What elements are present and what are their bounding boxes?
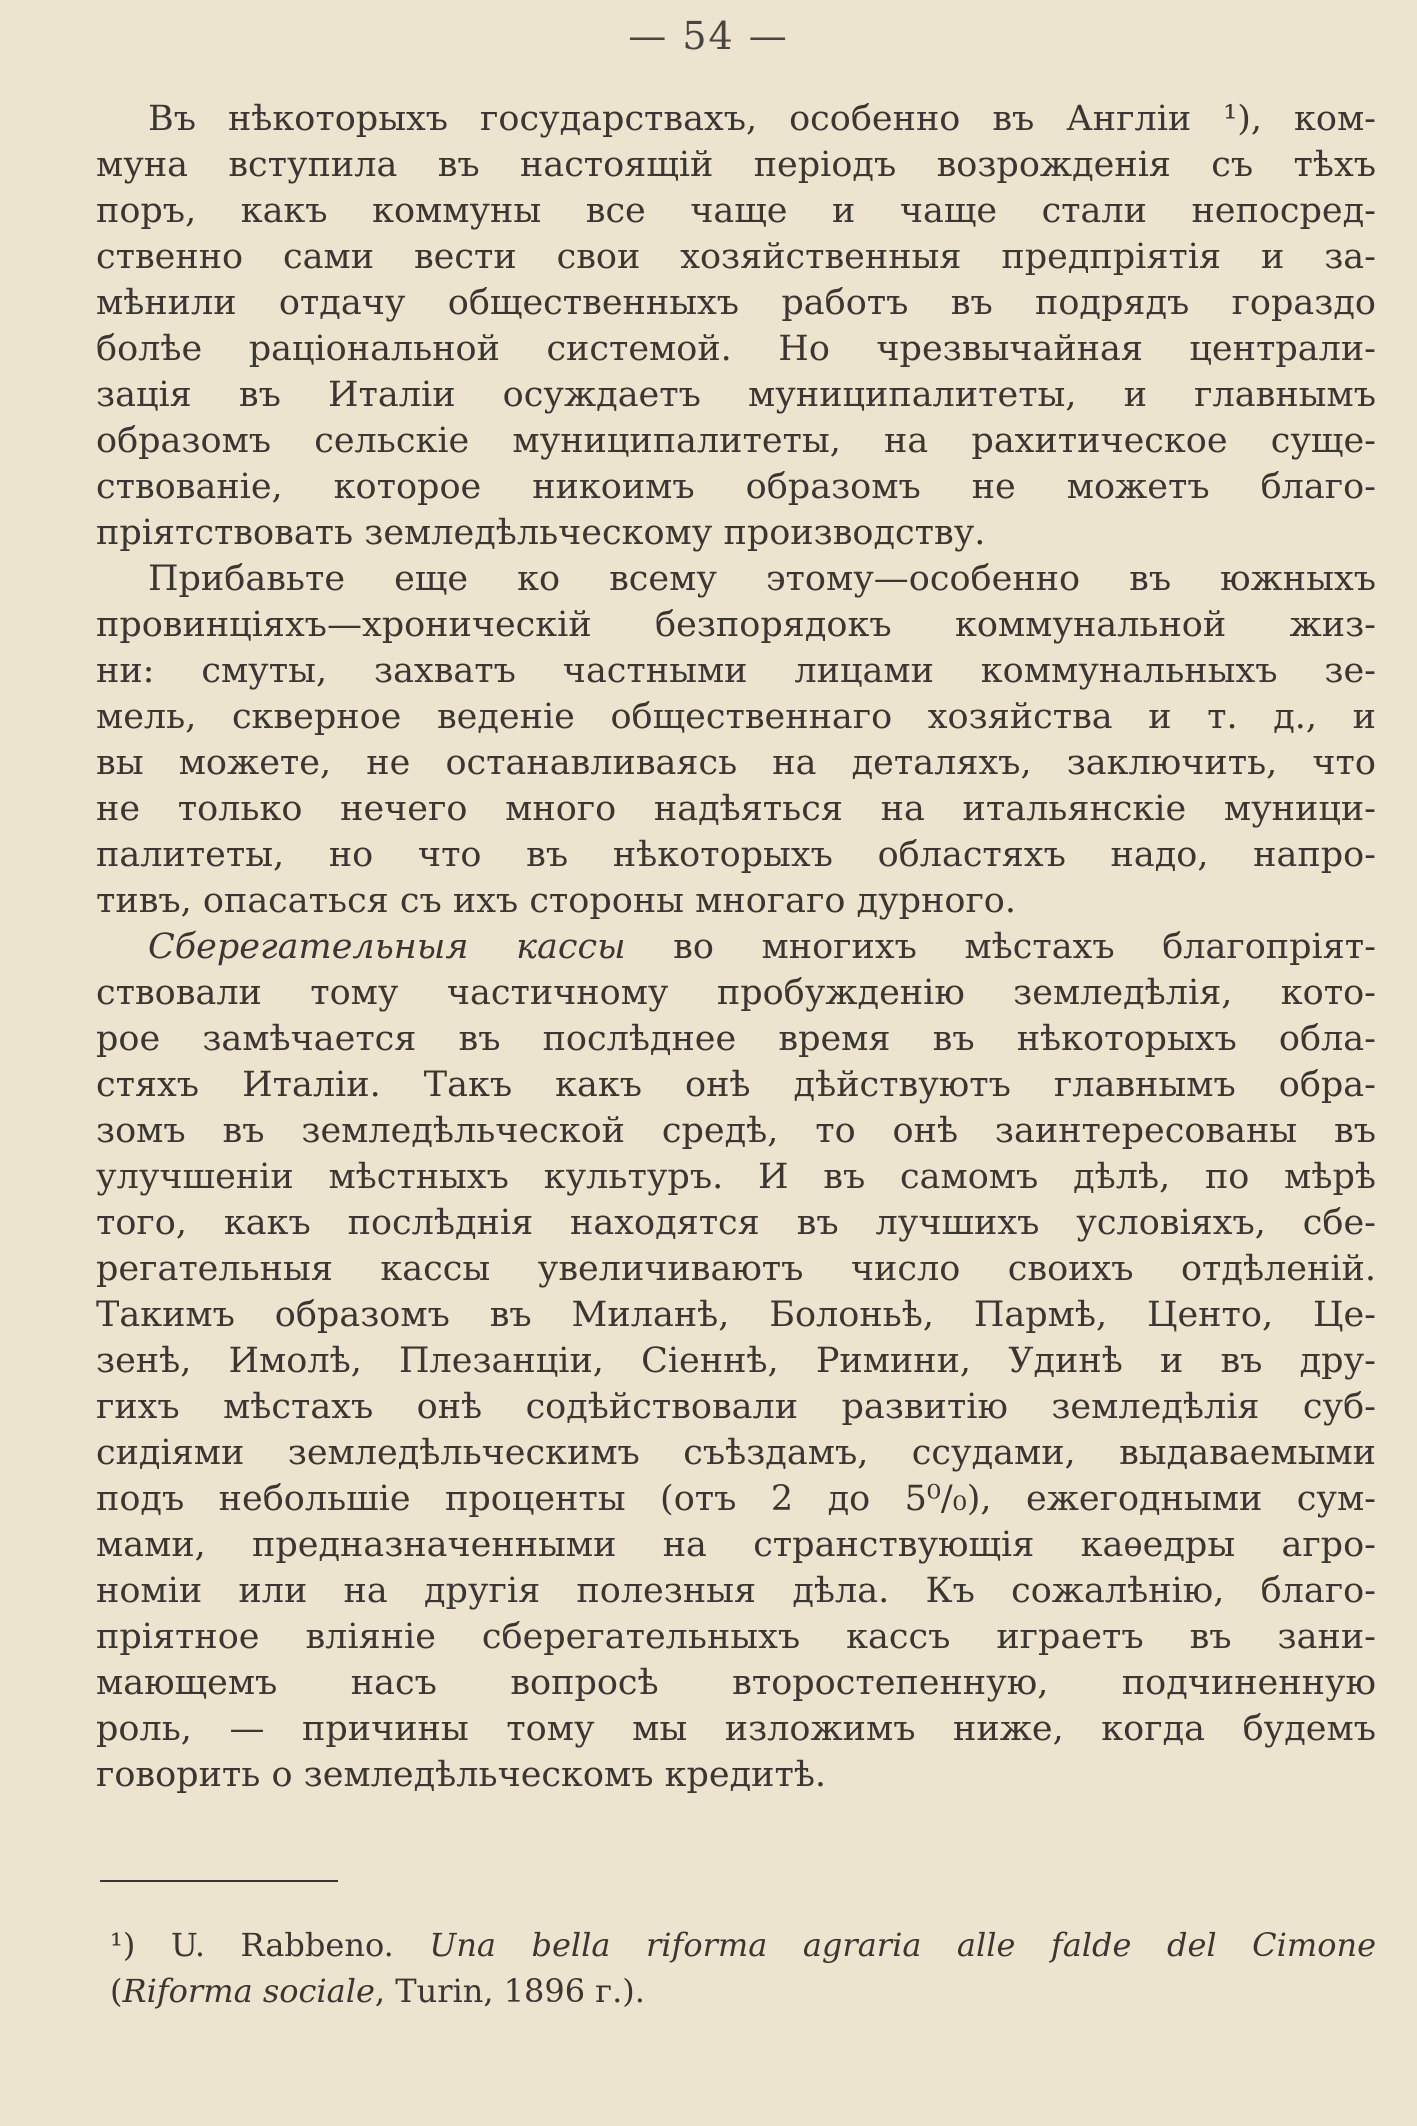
text-line: Такимъ образомъ въ Миланѣ, Болоньѣ, Пармѣ, Центо, Це- bbox=[96, 1295, 1376, 1335]
text-line: пріятное вліяніе сберегательныхъ кассъ играетъ въ зани- bbox=[96, 1617, 1376, 1657]
text-line: мами, предназначенными на странствующія каѳедры агро- bbox=[96, 1525, 1376, 1565]
paragraph-2 bbox=[96, 556, 1376, 924]
text-line: мѣнили отдачу общественныхъ работъ въ подрядъ гораздо bbox=[96, 283, 1376, 323]
text-line: ственно сами вести свои хозяйственныя предпріятія и за- bbox=[96, 237, 1376, 277]
text-line: гихъ мѣстахъ онѣ содѣйствовали развитію земледѣлія суб- bbox=[96, 1387, 1376, 1427]
text-line: провинціяхъ—хроническій безпорядокъ коммунальной жиз- bbox=[96, 605, 1376, 645]
text-line: зомъ въ земледѣльческой средѣ, то онѣ заинтересованы въ bbox=[96, 1111, 1376, 1151]
text-line: сидіями земледѣльческимъ съѣздамъ, ссудами, выдаваемыми bbox=[96, 1433, 1376, 1473]
page-number: — 54 — bbox=[628, 14, 789, 58]
text-line: номіи или на другія полезныя дѣла. Къ сожалѣнію, благо- bbox=[96, 1571, 1376, 1611]
text-line: ни: смуты, захватъ частными лицами коммунальныхъ зе- bbox=[96, 651, 1376, 691]
text-line: пріятствовать земледѣльческому производству. bbox=[96, 513, 986, 553]
text-fragment: во многихъ мѣстахъ благопріят- bbox=[625, 927, 1376, 967]
footnote-line-1 bbox=[110, 1922, 1376, 1968]
text-line: говорить о земледѣльческомъ кредитѣ. bbox=[96, 1755, 827, 1795]
footnote-marker: ¹) bbox=[110, 1926, 136, 1964]
footnote-paren: ( bbox=[110, 1972, 123, 2010]
text-line: подъ небольшіе проценты (отъ 2 до 5⁰/₀), ежегодными сум- bbox=[96, 1479, 1376, 1519]
text-line: зенѣ, Имолѣ, Плезанціи, Сіеннѣ, Римини, Удинѣ и въ дру- bbox=[96, 1341, 1376, 1381]
text-line: роль, — причины тому мы изложимъ ниже, когда будемъ bbox=[96, 1709, 1376, 1749]
footnote-journal: Riforma sociale bbox=[122, 1972, 375, 2010]
text-line: не только нечего много надѣяться на итальянскіе муници- bbox=[96, 789, 1376, 829]
footnote-source: , Turin, 1896 г.). bbox=[374, 1972, 645, 2010]
text-line: мающемъ насъ вопросѣ второстепенную, подчиненную bbox=[96, 1663, 1376, 1703]
main-text bbox=[96, 96, 1376, 1798]
text-line: вы можете, не останавливаясь на деталяхъ, заключить, что bbox=[96, 743, 1376, 783]
footnote-line-2 bbox=[110, 1968, 1376, 2014]
paragraph-3 bbox=[96, 924, 1376, 1798]
italic-term: Сберегательныя кассы bbox=[148, 927, 626, 967]
text-line: Въ нѣкоторыхъ государствахъ, особенно въ Англіи ¹), ком- bbox=[148, 99, 1376, 139]
footnote-author: U. Rabbeno. bbox=[135, 1926, 430, 1964]
text-line: тивъ, опасаться съ ихъ стороны многаго дурного. bbox=[96, 881, 1016, 921]
text-line: поръ, какъ коммуны все чаще и чаще стали непосред- bbox=[96, 191, 1376, 231]
text-line: того, какъ послѣднія находятся въ лучшихъ условіяхъ, сбе- bbox=[96, 1203, 1376, 1243]
paragraph-1 bbox=[96, 96, 1376, 556]
text-line: рое замѣчается въ послѣднее время въ нѣкоторыхъ обла- bbox=[96, 1019, 1376, 1059]
text-line: Прибавьте еще ко всему этому—особенно въ южныхъ bbox=[148, 559, 1376, 599]
text-line: болѣе раціональной системой. Но чрезвычайная централи- bbox=[96, 329, 1376, 369]
text-line: регательныя кассы увеличиваютъ число своихъ отдѣленій. bbox=[96, 1249, 1376, 1289]
footnote-divider bbox=[100, 1880, 338, 1882]
text-line: муна вступила въ настоящій періодъ возрожденія съ тѣхъ bbox=[96, 145, 1376, 185]
text-line: палитеты, но что въ нѣкоторыхъ областяхъ надо, напро- bbox=[96, 835, 1376, 875]
text-line: мель, скверное веденіе общественнаго хозяйства и т. д., и bbox=[96, 697, 1376, 737]
text-line: зація въ Италіи осуждаетъ муниципалитеты, и главнымъ bbox=[96, 375, 1376, 415]
text-line: улучшеніи мѣстныхъ культуръ. И въ самомъ дѣлѣ, по мѣрѣ bbox=[96, 1157, 1376, 1197]
footnote bbox=[110, 1922, 1376, 2014]
text-line-first bbox=[96, 924, 1376, 970]
footnote-title: Una bella riforma agraria alle falde del Cimone bbox=[429, 1926, 1376, 1964]
text-line: стяхъ Италіи. Такъ какъ онѣ дѣйствуютъ главнымъ обра- bbox=[96, 1065, 1376, 1105]
text-line: ствовали тому частичному пробужденію земледѣлія, кото- bbox=[96, 973, 1376, 1013]
text-line: образомъ сельскіе муниципалитеты, на рахитическое суще- bbox=[96, 421, 1376, 461]
text-line: ствованіе, которое никоимъ образомъ не можетъ благо- bbox=[96, 467, 1376, 507]
